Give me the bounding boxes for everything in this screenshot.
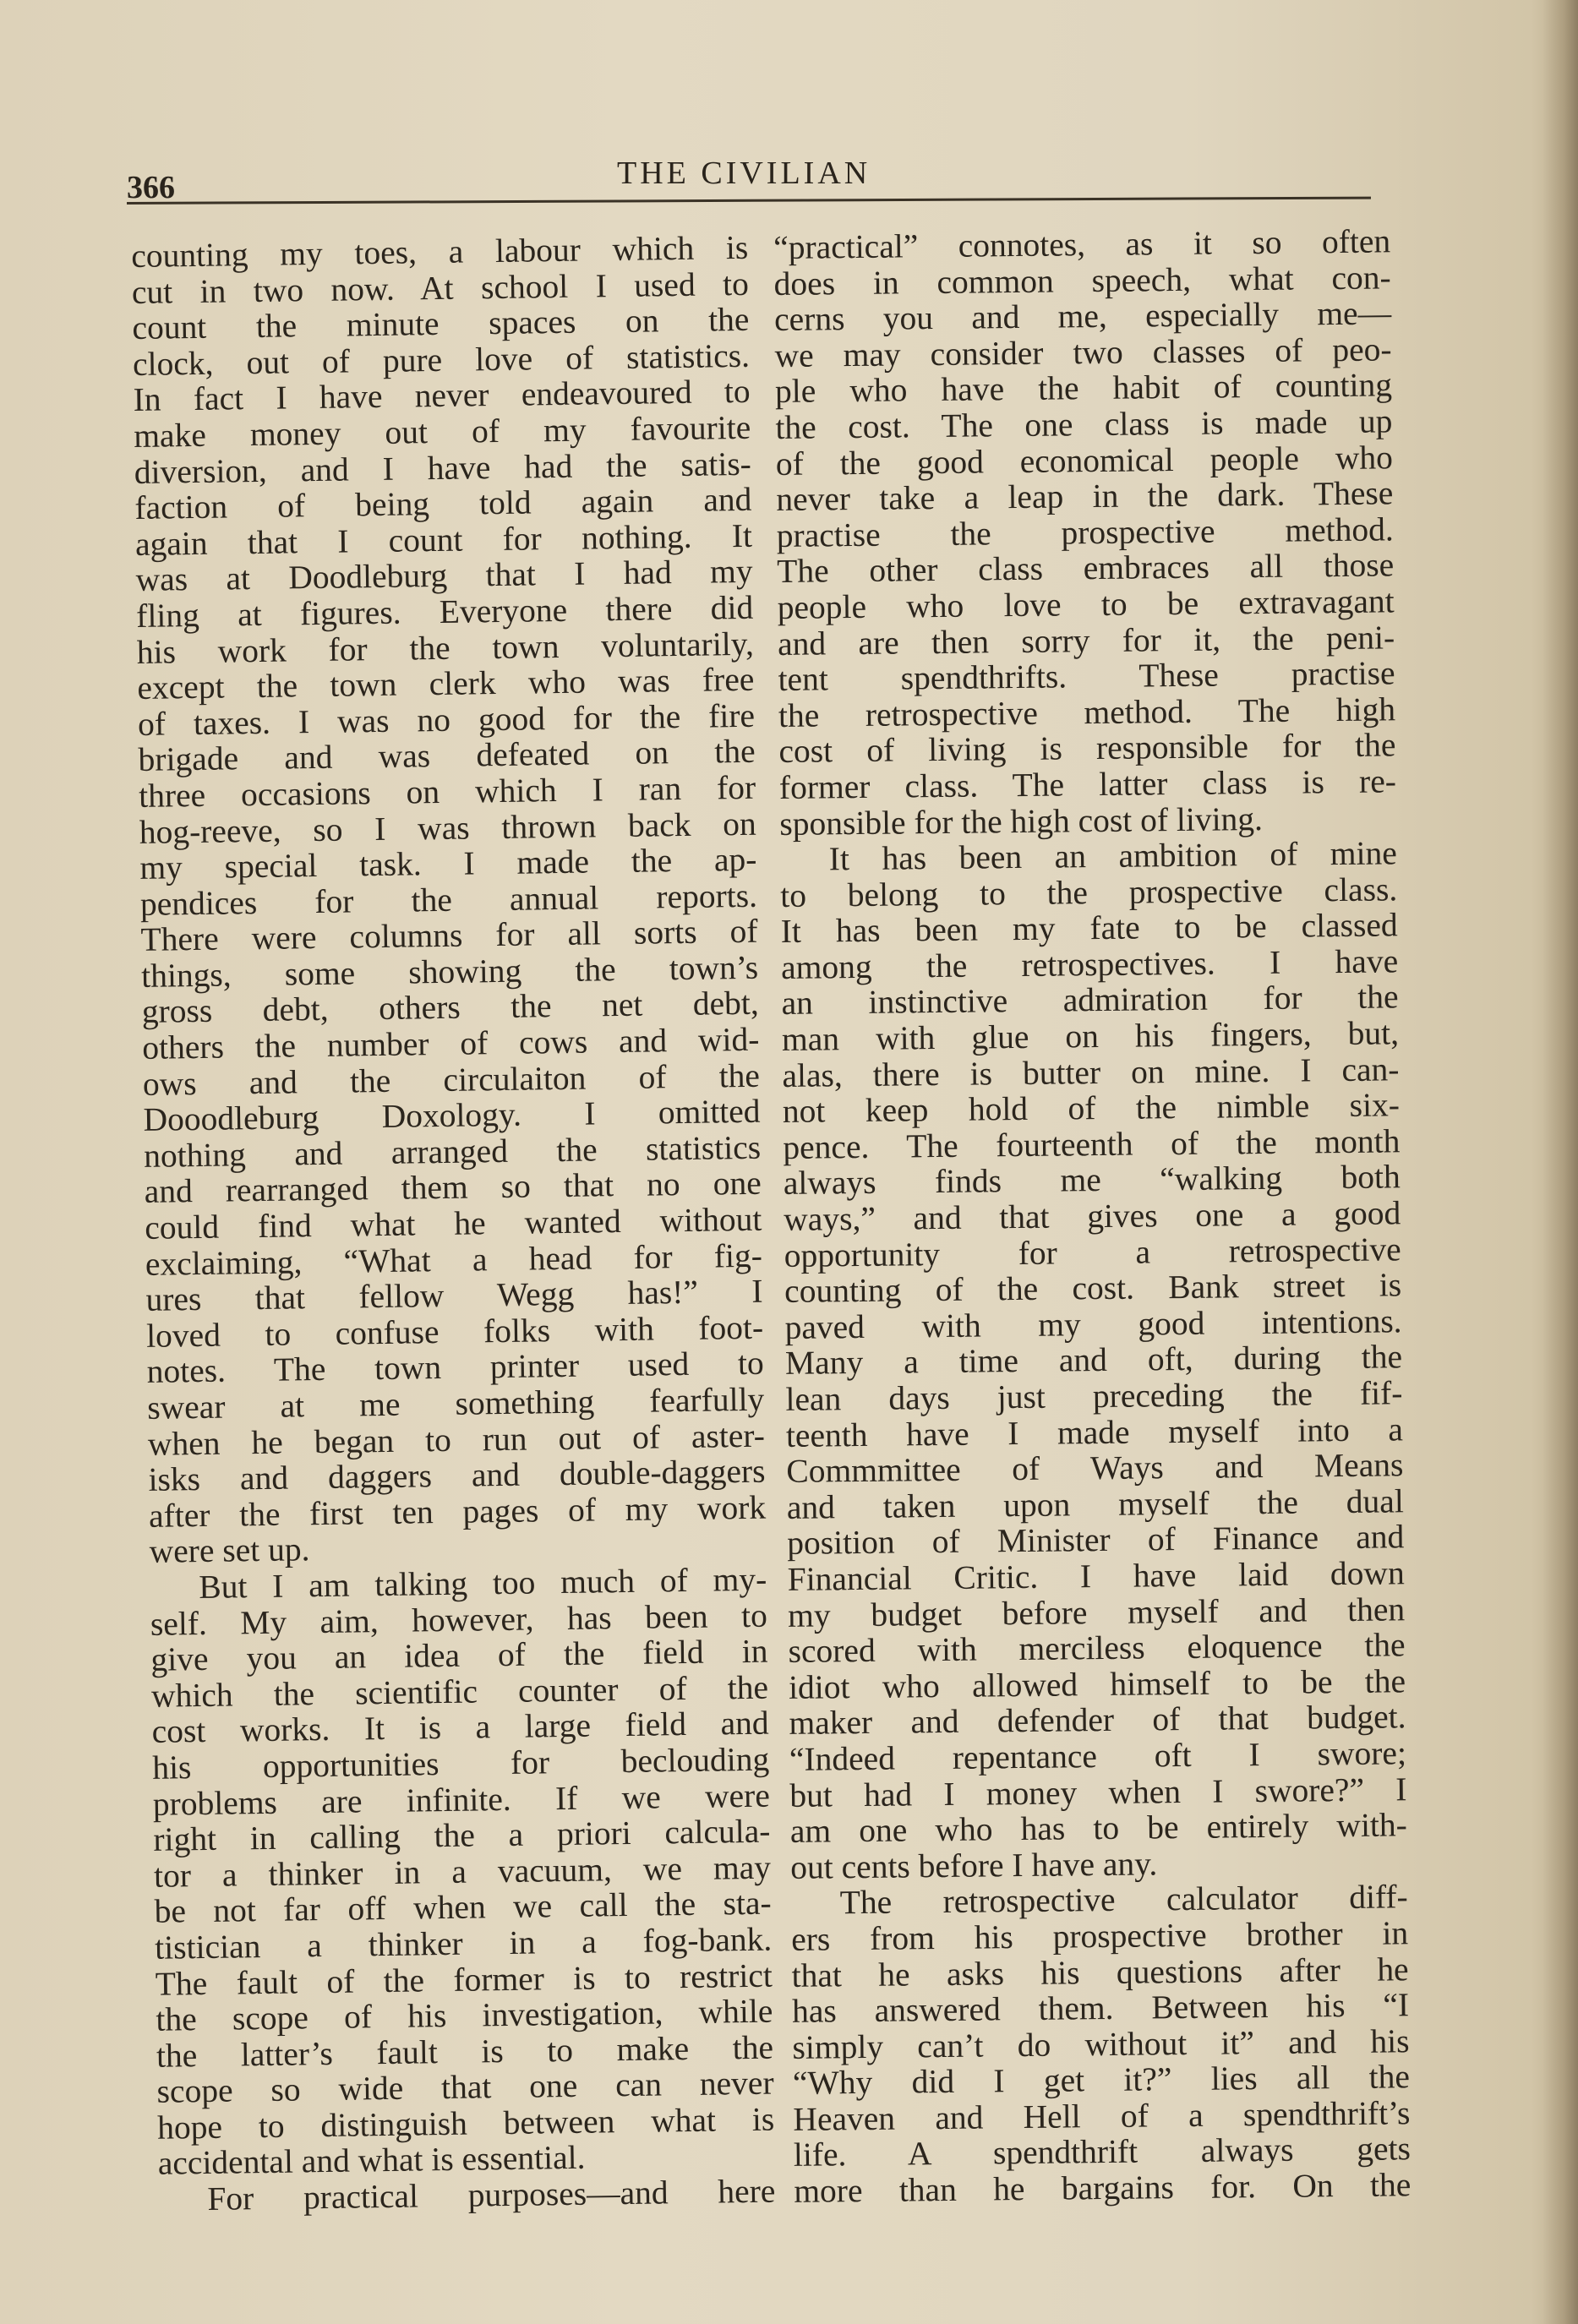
text-line: Dooodleburg Doxology. I omitted xyxy=(143,1092,761,1139)
text-line: among the retrospectives. I have xyxy=(780,942,1399,986)
text-line: cost of living is responsible for the xyxy=(778,726,1396,771)
text-line: again that I count for nothing. It xyxy=(134,516,753,563)
text-line: scope so wide that one can never xyxy=(156,2064,774,2111)
text-line: my budget before myself and then xyxy=(787,1590,1406,1634)
text-line: after the first ten pages of my work xyxy=(148,1488,767,1535)
text-line: simply can’t do without it” and his xyxy=(792,2021,1410,2066)
text-line: does in common speech, what con- xyxy=(773,258,1391,303)
text-line: lean days just preceding the fif- xyxy=(785,1374,1403,1418)
text-line: be not far off when we call the sta- xyxy=(154,1884,772,1931)
text-line: ures that fellow Wegg has!” I xyxy=(145,1272,763,1319)
text-line: out cents before I have any. xyxy=(790,1845,1158,1886)
text-line: and are then sorry for it, the peni- xyxy=(777,618,1395,663)
text-line: always finds me “walking both xyxy=(783,1158,1401,1203)
text-line: The other class embraces all those xyxy=(777,546,1395,591)
text-line: could find what he wanted without xyxy=(145,1200,762,1247)
text-line: alas, there is butter on mine. I can- xyxy=(782,1050,1400,1094)
text-line: three occasions on which I ran for xyxy=(138,768,756,815)
text-line: pendices for the annual reports. xyxy=(139,876,758,923)
text-line: hope to distinguish between what is xyxy=(156,2100,775,2147)
text-line: faction of being told again and xyxy=(134,480,752,527)
text-line: the scope of his investigation, while xyxy=(156,1992,773,2038)
right-column xyxy=(773,223,1411,2209)
text-line: But I am talking too much of my- xyxy=(198,1560,767,1607)
text-line: accidental and what is essential. xyxy=(157,2139,586,2183)
text-line: we may consider two classes of peo- xyxy=(774,330,1392,374)
text-line: swear at me something fearfully xyxy=(147,1380,765,1427)
text-line: man with glue on his fingers, but, xyxy=(781,1014,1400,1059)
text-line: It has been an ambition of mine xyxy=(828,834,1397,878)
text-line: Many a time and oft, during the xyxy=(784,1338,1403,1383)
text-line: self. My aim, however, has been to xyxy=(150,1596,768,1643)
text-line: right in calling the a priori calcula- xyxy=(153,1812,771,1858)
page-edge-shadow xyxy=(1543,0,1578,2324)
running-title: THE CIVILIAN xyxy=(617,155,871,191)
text-line: ways,” and that gives one a good xyxy=(784,1194,1401,1238)
text-line: tor a thinker in a vacuum, we may xyxy=(153,1848,772,1895)
text-line: maker and defender of that budget. xyxy=(789,1698,1406,1743)
text-line: and rearranged them so that no one xyxy=(144,1165,762,1211)
text-line: when he began to run out of aster- xyxy=(147,1416,766,1463)
text-line: counting my toes, a labour which is xyxy=(130,228,749,275)
text-line: of the good economical people who xyxy=(775,438,1394,483)
text-line: ers from his prospective brother in xyxy=(790,1914,1409,1958)
text-line: the latter’s fault is to make the xyxy=(156,2028,774,2075)
text-line: fling at figures. Everyone there did xyxy=(135,588,754,635)
text-line: exclaiming, “What a head for fig- xyxy=(145,1236,763,1283)
text-line: my special task. I made the ap- xyxy=(139,840,757,887)
text-line: isks and daggers and double-daggers xyxy=(148,1452,766,1499)
text-line: am one who has to be entirely with- xyxy=(789,1806,1408,1851)
text-line: was at Doodleburg that I had my xyxy=(135,553,753,599)
text-line: loved to confuse folks with foot- xyxy=(145,1308,764,1355)
text-line: gross debt, others the net debt, xyxy=(141,985,760,1031)
text-line: The fault of the former is to restrict xyxy=(155,1956,773,2003)
text-line: There were columns for all sorts of xyxy=(140,913,758,959)
text-line: Heaven and Hell of a spendthrift’s xyxy=(793,2094,1411,2138)
text-line: “practical” connotes, as it so often xyxy=(773,222,1391,266)
text-line: Commmittee of Ways and Means xyxy=(786,1446,1404,1491)
text-line: clock, out of pure love of statistics. xyxy=(132,336,751,383)
text-line: teenth have I made myself into a xyxy=(785,1410,1404,1454)
text-line: which the scientific counter of the xyxy=(150,1668,769,1715)
text-line: the retrospective method. The high xyxy=(778,690,1396,734)
text-line: idiot who allowed himself to be the xyxy=(788,1662,1406,1706)
text-line: “Why did I get it?” lies all the xyxy=(792,2058,1411,2103)
text-line: were set up. xyxy=(149,1530,310,1571)
text-line: hog-reeve, so I was thrown back on xyxy=(139,805,757,851)
text-line: more than he bargains for. On the xyxy=(794,2166,1411,2210)
text-line: to belong to the prospective class. xyxy=(780,870,1398,914)
text-line: pence. The fourteenth of the month xyxy=(783,1122,1401,1166)
text-line: position of Minister of Finance and xyxy=(787,1518,1405,1563)
text-line: and taken upon myself the dual xyxy=(786,1482,1405,1526)
text-line: diversion, and I have had the satis- xyxy=(134,445,752,491)
page-header xyxy=(127,150,1369,205)
text-line: scored with merciless eloquence the xyxy=(788,1626,1406,1671)
text-line: ple who have the habit of counting xyxy=(774,366,1393,411)
text-line: The retrospective calculator diff- xyxy=(839,1878,1408,1922)
text-line: ows and the circulaiton of the xyxy=(142,1056,761,1103)
text-line: tistician a thinker in a fog-bank. xyxy=(154,1920,773,1967)
text-line: life. A spendthrift always gets xyxy=(793,2130,1411,2174)
text-line: make money out of my favourite xyxy=(133,408,751,455)
text-line: It has been my fate to be classed xyxy=(780,906,1398,951)
text-line: his work for the town voluntarily, xyxy=(136,625,755,671)
text-line: people who love to be extravagant xyxy=(777,582,1395,626)
text-line: For practical purposes—and here xyxy=(207,2172,776,2218)
left-column xyxy=(131,230,776,2218)
text-line: things, some showing the town’s xyxy=(140,948,759,995)
text-line: never take a leap in the dark. These xyxy=(776,474,1394,519)
text-line: of taxes. I was no good for the fire xyxy=(137,696,756,743)
text-line: Financial Critic. I have laid down xyxy=(787,1554,1405,1598)
text-line: former class. The latter class is re- xyxy=(778,762,1397,806)
text-line: paved with my good intentions. xyxy=(784,1302,1402,1346)
text-line: brigade and was defeated on the xyxy=(138,733,756,779)
text-line: count the minute spaces on the xyxy=(132,300,750,347)
text-line: cerns you and me, especially me— xyxy=(773,294,1392,339)
text-line: opportunity for a retrospective xyxy=(784,1230,1401,1274)
text-line: not keep hold of the nimble six- xyxy=(782,1086,1401,1131)
text-line: In fact I have never endeavoured to xyxy=(133,373,751,419)
text-line: notes. The town printer used to xyxy=(146,1345,764,1391)
text-line: has answered them. Between his “I xyxy=(791,1986,1410,2030)
text-line: others the number of cows and wid- xyxy=(142,1020,760,1067)
text-line: problems are infinite. If we were xyxy=(152,1776,771,1823)
text-line: that he asks his questions after he xyxy=(791,1950,1409,1994)
text-line: sponsible for the high cost of living. xyxy=(779,799,1264,843)
text-line: an instinctive admiration for the xyxy=(781,978,1399,1023)
text-line: but had I money when I swore?” I xyxy=(789,1770,1407,1814)
text-line: except the town clerk who was free xyxy=(137,660,755,707)
text-line: nothing and arranged the statistics xyxy=(143,1128,762,1175)
text-line: tent spendthrifts. These practise xyxy=(778,654,1395,699)
text-line: practise the prospective method. xyxy=(776,510,1394,554)
text-line: the cost. The one class is made up xyxy=(775,402,1393,446)
text-line: cost works. It is a large field and xyxy=(151,1704,769,1751)
text-line: give you an idea of the field in xyxy=(150,1632,768,1678)
text-line: cut in two now. At school I used to xyxy=(131,265,750,311)
text-line: “Indeed repentance oft I swore; xyxy=(789,1734,1407,1778)
text-line: counting of the cost. Bank street is xyxy=(784,1266,1402,1311)
page-number: 366 xyxy=(127,170,175,205)
text-line: his opportunities for beclouding xyxy=(151,1740,770,1787)
